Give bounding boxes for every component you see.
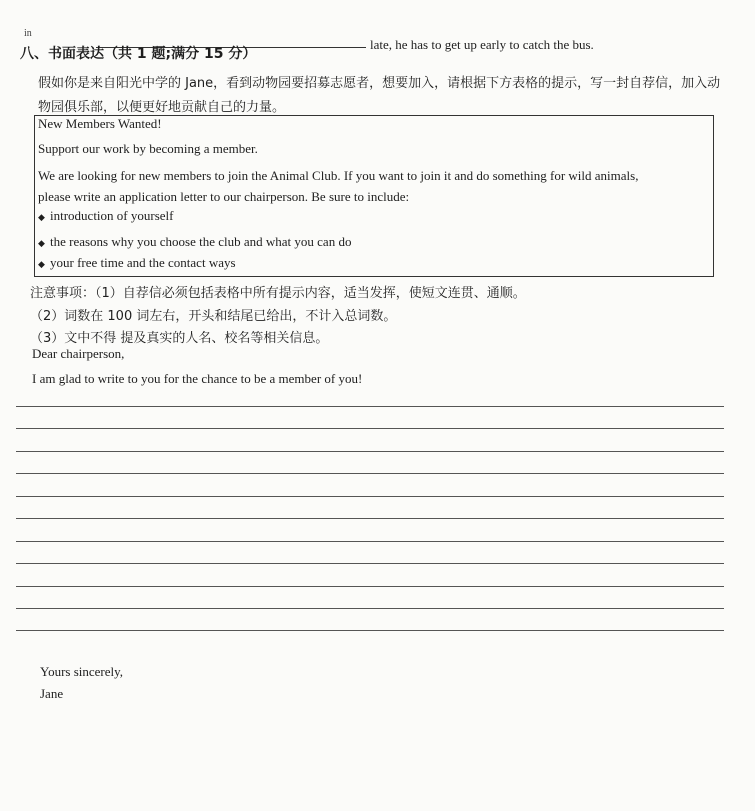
prompt-bullet-2: [38, 234, 351, 250]
section-title: 八、书面表达（共 1 题;满分 15 分）: [20, 46, 257, 62]
prompt-bullet-3: [38, 255, 236, 271]
writing-line: [16, 586, 724, 587]
bullet-text: your free time and the contact ways: [50, 255, 236, 270]
writing-line: [16, 541, 724, 542]
bullet-icon: ◆: [38, 212, 45, 222]
letter-opening: I am glad to write to you for the chance to be a member of you!: [32, 371, 363, 386]
writing-line: [16, 473, 724, 474]
writing-line: [16, 451, 724, 452]
writing-line: [16, 406, 724, 407]
prompt-line-2: We are looking for new members to join the Animal Club. If you want to join it and do something for wild animals,: [38, 168, 639, 183]
previous-question-fragment: in: [24, 28, 32, 39]
writing-line: [16, 608, 724, 609]
prompt-line-1: Support our work by becoming a member.: [38, 141, 258, 156]
writing-line: [16, 518, 724, 519]
bullet-text: introduction of yourself: [50, 208, 174, 223]
previous-sentence-end: late, he has to get up early to catch the bus.: [370, 37, 594, 52]
letter-signature: Jane: [40, 686, 64, 701]
prompt-heading: New Members Wanted!: [38, 116, 162, 131]
prompt-bullet-1: [38, 208, 173, 224]
bullet-text: the reasons why you choose the club and what you can do: [50, 234, 352, 249]
prompt-box: [34, 115, 714, 277]
letter-salutation: Dear chairperson,: [32, 346, 125, 361]
letter-closing: Yours sincerely,: [40, 664, 124, 679]
task-instructions: 假如你是来自阳光中学的 Jane，看到动物园要招募志愿者，想要加入，请根据下方表格的提示，写一封自荐信，加入动物园俱乐部，以便更好地贡献自己的力量。: [38, 76, 721, 115]
writing-line: [16, 563, 724, 564]
writing-line: [16, 496, 724, 497]
bullet-icon: ◆: [38, 259, 45, 269]
note-3: （3）文中不得 提及真实的人名、校名等相关信息。: [30, 331, 329, 346]
prompt-line-3: please write an application letter to our chairperson. Be sure to include:: [38, 189, 410, 204]
note-2: （2）词数在 100 词左右，开头和结尾已给出，不计入总词数。: [30, 309, 397, 324]
writing-line: [16, 428, 724, 429]
writing-line: [16, 630, 724, 631]
bullet-icon: ◆: [38, 238, 45, 248]
note-1: 注意事项：（1）自荐信必须包括表格中所有提示内容，适当发挥，使短文连贯、通顺。: [30, 286, 526, 301]
